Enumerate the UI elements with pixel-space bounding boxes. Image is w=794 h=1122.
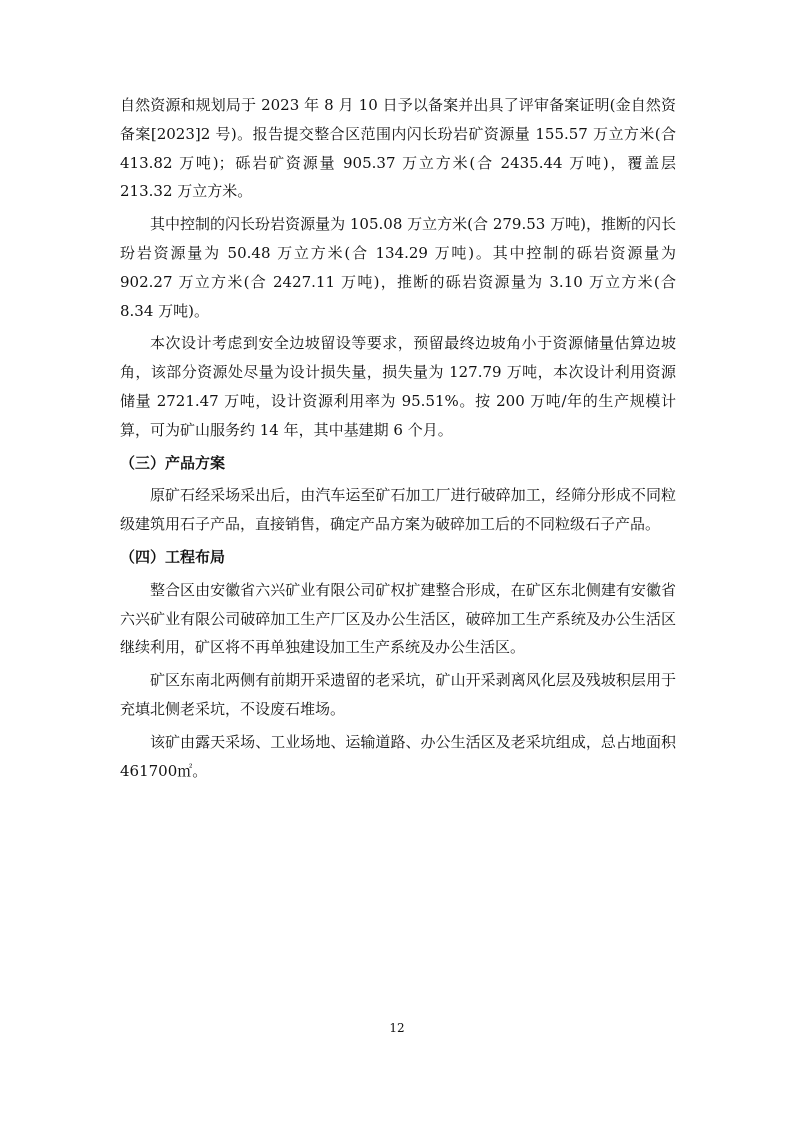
page-number: 12	[389, 1021, 405, 1035]
section-heading-engineering-layout: （四）工程布局	[120, 547, 226, 566]
page-content	[120, 91, 676, 789]
paragraph-design-utilization: 本次设计考虑到安全边坡留设等要求，预留最终边坡角小于资源储量估算边坡角，该部分资源处尽量为设计损失量，损失量为 127.79 万吨，本次设计利用资源储量 2721.47 万吨，设计资源利用率为 95.51%。按 200 万吨/年的生产规模计算，可为矿山服务约 14 年，其中基建期 6 个月。	[120, 334, 676, 439]
paragraph-product-plan: 原矿石经采场采出后，由汽车运至矿石加工厂进行破碎加工，经筛分形成不同粒级建筑用石子产品，直接销售，确定产品方案为破碎加工后的不同粒级石子产品。	[120, 486, 676, 534]
section-heading-product-plan: （三）产品方案	[120, 453, 226, 472]
paragraph-old-pits: 矿区东南北两侧有前期开采遗留的老采坑，矿山开采剥离风化层及残坡积层用于充填北侧老采坑，不设废石堆场。	[120, 671, 676, 718]
paragraph-total-area: 该矿由露天采场、工业场地、运输道路、办公生活区及老采坑组成，总占地面积 461700㎡。	[120, 732, 676, 780]
paragraph-resource-filing: 自然资源和规划局于 2023 年 8 月 10 日予以备案并出具了评审备案证明(金自然资备案[2023]2 号)。报告提交整合区范围内闪长玢岩矿资源量 155.57 万立方米(合 413.82 万吨)；砾岩矿资源量 905.37 万立方米(合 2435.44 万吨)，覆盖层 213.32 万立方米。	[120, 96, 676, 201]
paragraph-layout-integration: 整合区由安徽省六兴矿业有限公司矿权扩建整合形成，在矿区东北侧建有安徽省六兴矿业有限公司破碎加工生产厂区及办公生活区，破碎加工生产系统及办公生活区继续利用，矿区将不再单独建设加工生产系统及办公生活区。	[120, 580, 676, 657]
paragraph-controlled-inferred-resources: 其中控制的闪长玢岩资源量为 105.08 万立方米(合 279.53 万吨)，推断的闪长玢岩资源量为 50.48 万立方米(合 134.29 万吨)。其中控制的砾岩资源量为 902.27 万立方米(合 2427.11 万吨)，推断的砾岩资源量为 3.10 万立方米(合 8.34 万吨)。	[120, 215, 676, 320]
